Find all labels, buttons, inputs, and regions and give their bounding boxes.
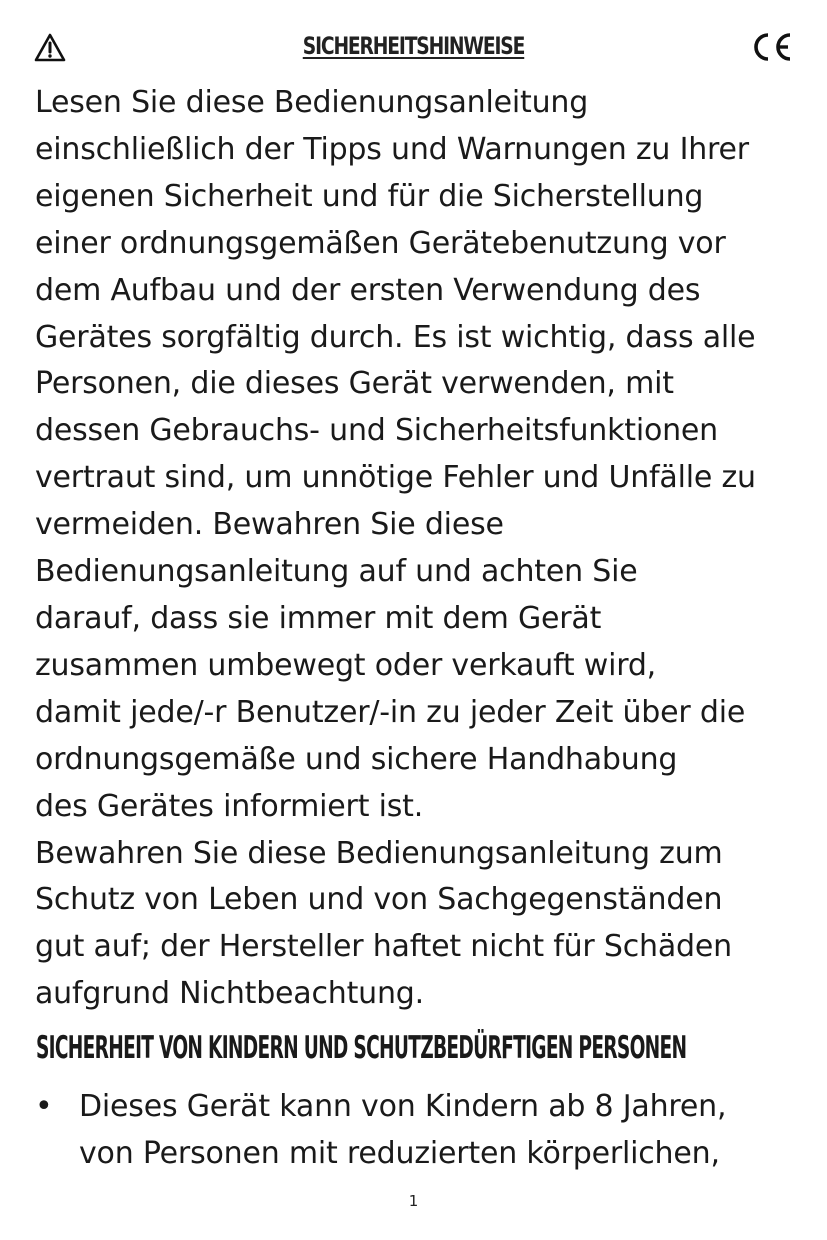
text-line: zusammen umbewegt oder verkauft wird,: [35, 647, 657, 683]
text-line: ordnungsgemäße und sichere Handhabung: [35, 741, 678, 777]
page-title: SICHERHEITSHINWEISE: [302, 32, 525, 60]
text-line: eigenen Sicherheit und für die Sicherstellung: [35, 178, 704, 214]
text-line: des Gerätes informiert ist.: [35, 788, 424, 824]
text-line: Personen, die dieses Gerät verwenden, mit: [35, 366, 674, 402]
text-line: einschließlich der Tipps und Warnungen zu Ihrer: [35, 131, 749, 167]
warning-triangle-icon: [33, 32, 67, 64]
bullet-marker: •: [35, 1089, 53, 1124]
text-line: aufgrund Nichtbeachtung.: [35, 976, 424, 1012]
text-line: Schutz von Leben und von Sachgegenständen: [35, 882, 723, 918]
text-line: von Personen mit reduzierten körperlichen,: [79, 1135, 720, 1171]
page-number: 1: [408, 1192, 419, 1210]
text-line: dem Aufbau und der ersten Verwendung des: [35, 272, 701, 308]
text-line: vermeiden. Bewahren Sie diese: [35, 507, 504, 543]
text-line: gut auf; der Hersteller haftet nicht für Schäden: [35, 929, 732, 965]
text-line: damit jede/-r Benutzer/-in zu jeder Zeit über die: [35, 694, 746, 730]
text-line: vertraut sind, um unnötige Fehler und Unfälle zu: [35, 460, 756, 496]
text-line: Bedienungsanleitung auf und achten Sie: [35, 554, 638, 590]
bullet-text: [79, 1084, 726, 1178]
ce-mark-icon: [748, 30, 794, 64]
section-heading: SICHERHEIT VON KINDERN UND SCHUTZBEDÜRFTIGEN PERSONEN: [36, 1030, 687, 1066]
page-header: [0, 26, 827, 70]
intro-paragraph: [35, 80, 795, 1018]
text-line: dessen Gebrauchs- und Sicherheitsfunktionen: [35, 413, 718, 449]
text-line: Bewahren Sie diese Bedienungsanleitung zum: [35, 835, 723, 871]
text-line: einer ordnungsgemäßen Gerätebenutzung vor: [35, 225, 726, 261]
text-line: Gerätes sorgfältig durch. Es ist wichtig, dass alle: [35, 319, 756, 355]
text-line: Dieses Gerät kann von Kindern ab 8 Jahren,: [79, 1089, 727, 1124]
text-line: Lesen Sie diese Bedienungsanleitung: [35, 85, 589, 120]
text-line: darauf, dass sie immer mit dem Gerät: [35, 600, 602, 636]
